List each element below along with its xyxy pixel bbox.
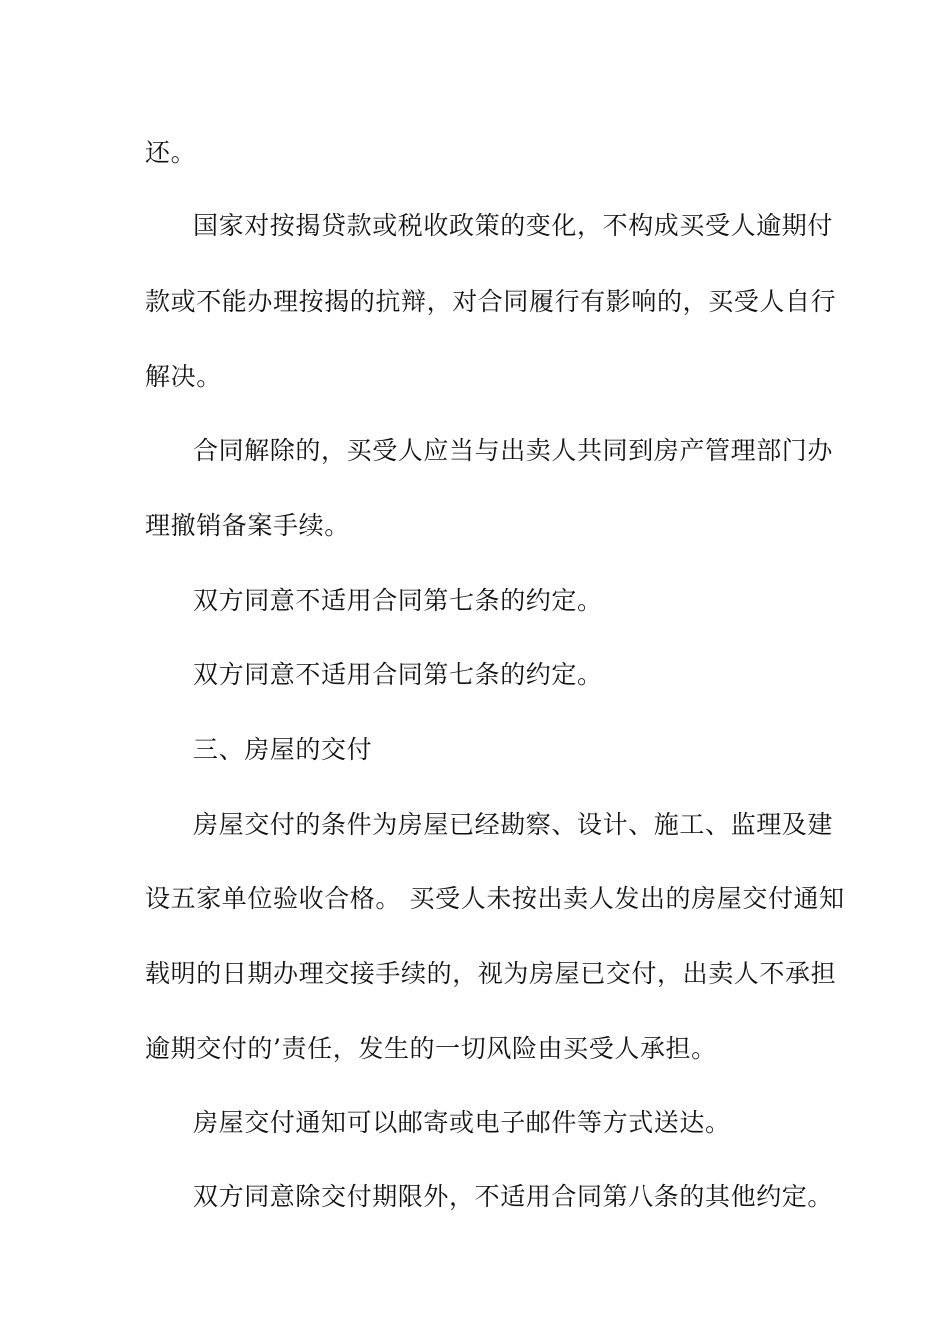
paragraph-clause-seven-a: 双方同意不适用合同第七条的约定。 [193, 586, 603, 615]
text-line-12: 载明的日期办理交接手续的，视为房屋已交付，出卖人不承担 [145, 959, 837, 988]
paragraph-contract-termination: 合同解除的，买受人应当与出卖人共同到房产管理部门办 [193, 436, 834, 465]
text-line-4: 解决。 [145, 362, 222, 391]
text-line-13: 逾期交付的’责任，发生的一切风险由买受人承担。 [145, 1034, 717, 1063]
paragraph-delivery-notice: 房屋交付通知可以邮寄或电子邮件等方式送达。 [193, 1108, 731, 1137]
text-line-1: 还。 [145, 138, 197, 167]
text-line-3: 款或不能办理按揭的抗辩，对合同履行有影响的，买受人自行 [145, 287, 837, 316]
text-line-6: 理撤销备案手续。 [145, 511, 350, 540]
section-heading-delivery: 三、房屋的交付 [193, 735, 373, 764]
text-line-11: 设五家单位验收合格。 买受人未按出卖人发出的房屋交付通知 [145, 884, 845, 913]
paragraph-clause-seven-b: 双方同意不适用合同第七条的约定。 [193, 660, 603, 689]
paragraph-clause-eight: 双方同意除交付期限外，不适用合同第八条的其他约定。 [193, 1182, 834, 1211]
paragraph-delivery-conditions: 房屋交付的条件为房屋已经勘察、设计、施工、监理及建 [193, 810, 834, 839]
paragraph-tax-policy: 国家对按揭贷款或税收政策的变化，不构成买受人逾期付 [193, 211, 834, 240]
